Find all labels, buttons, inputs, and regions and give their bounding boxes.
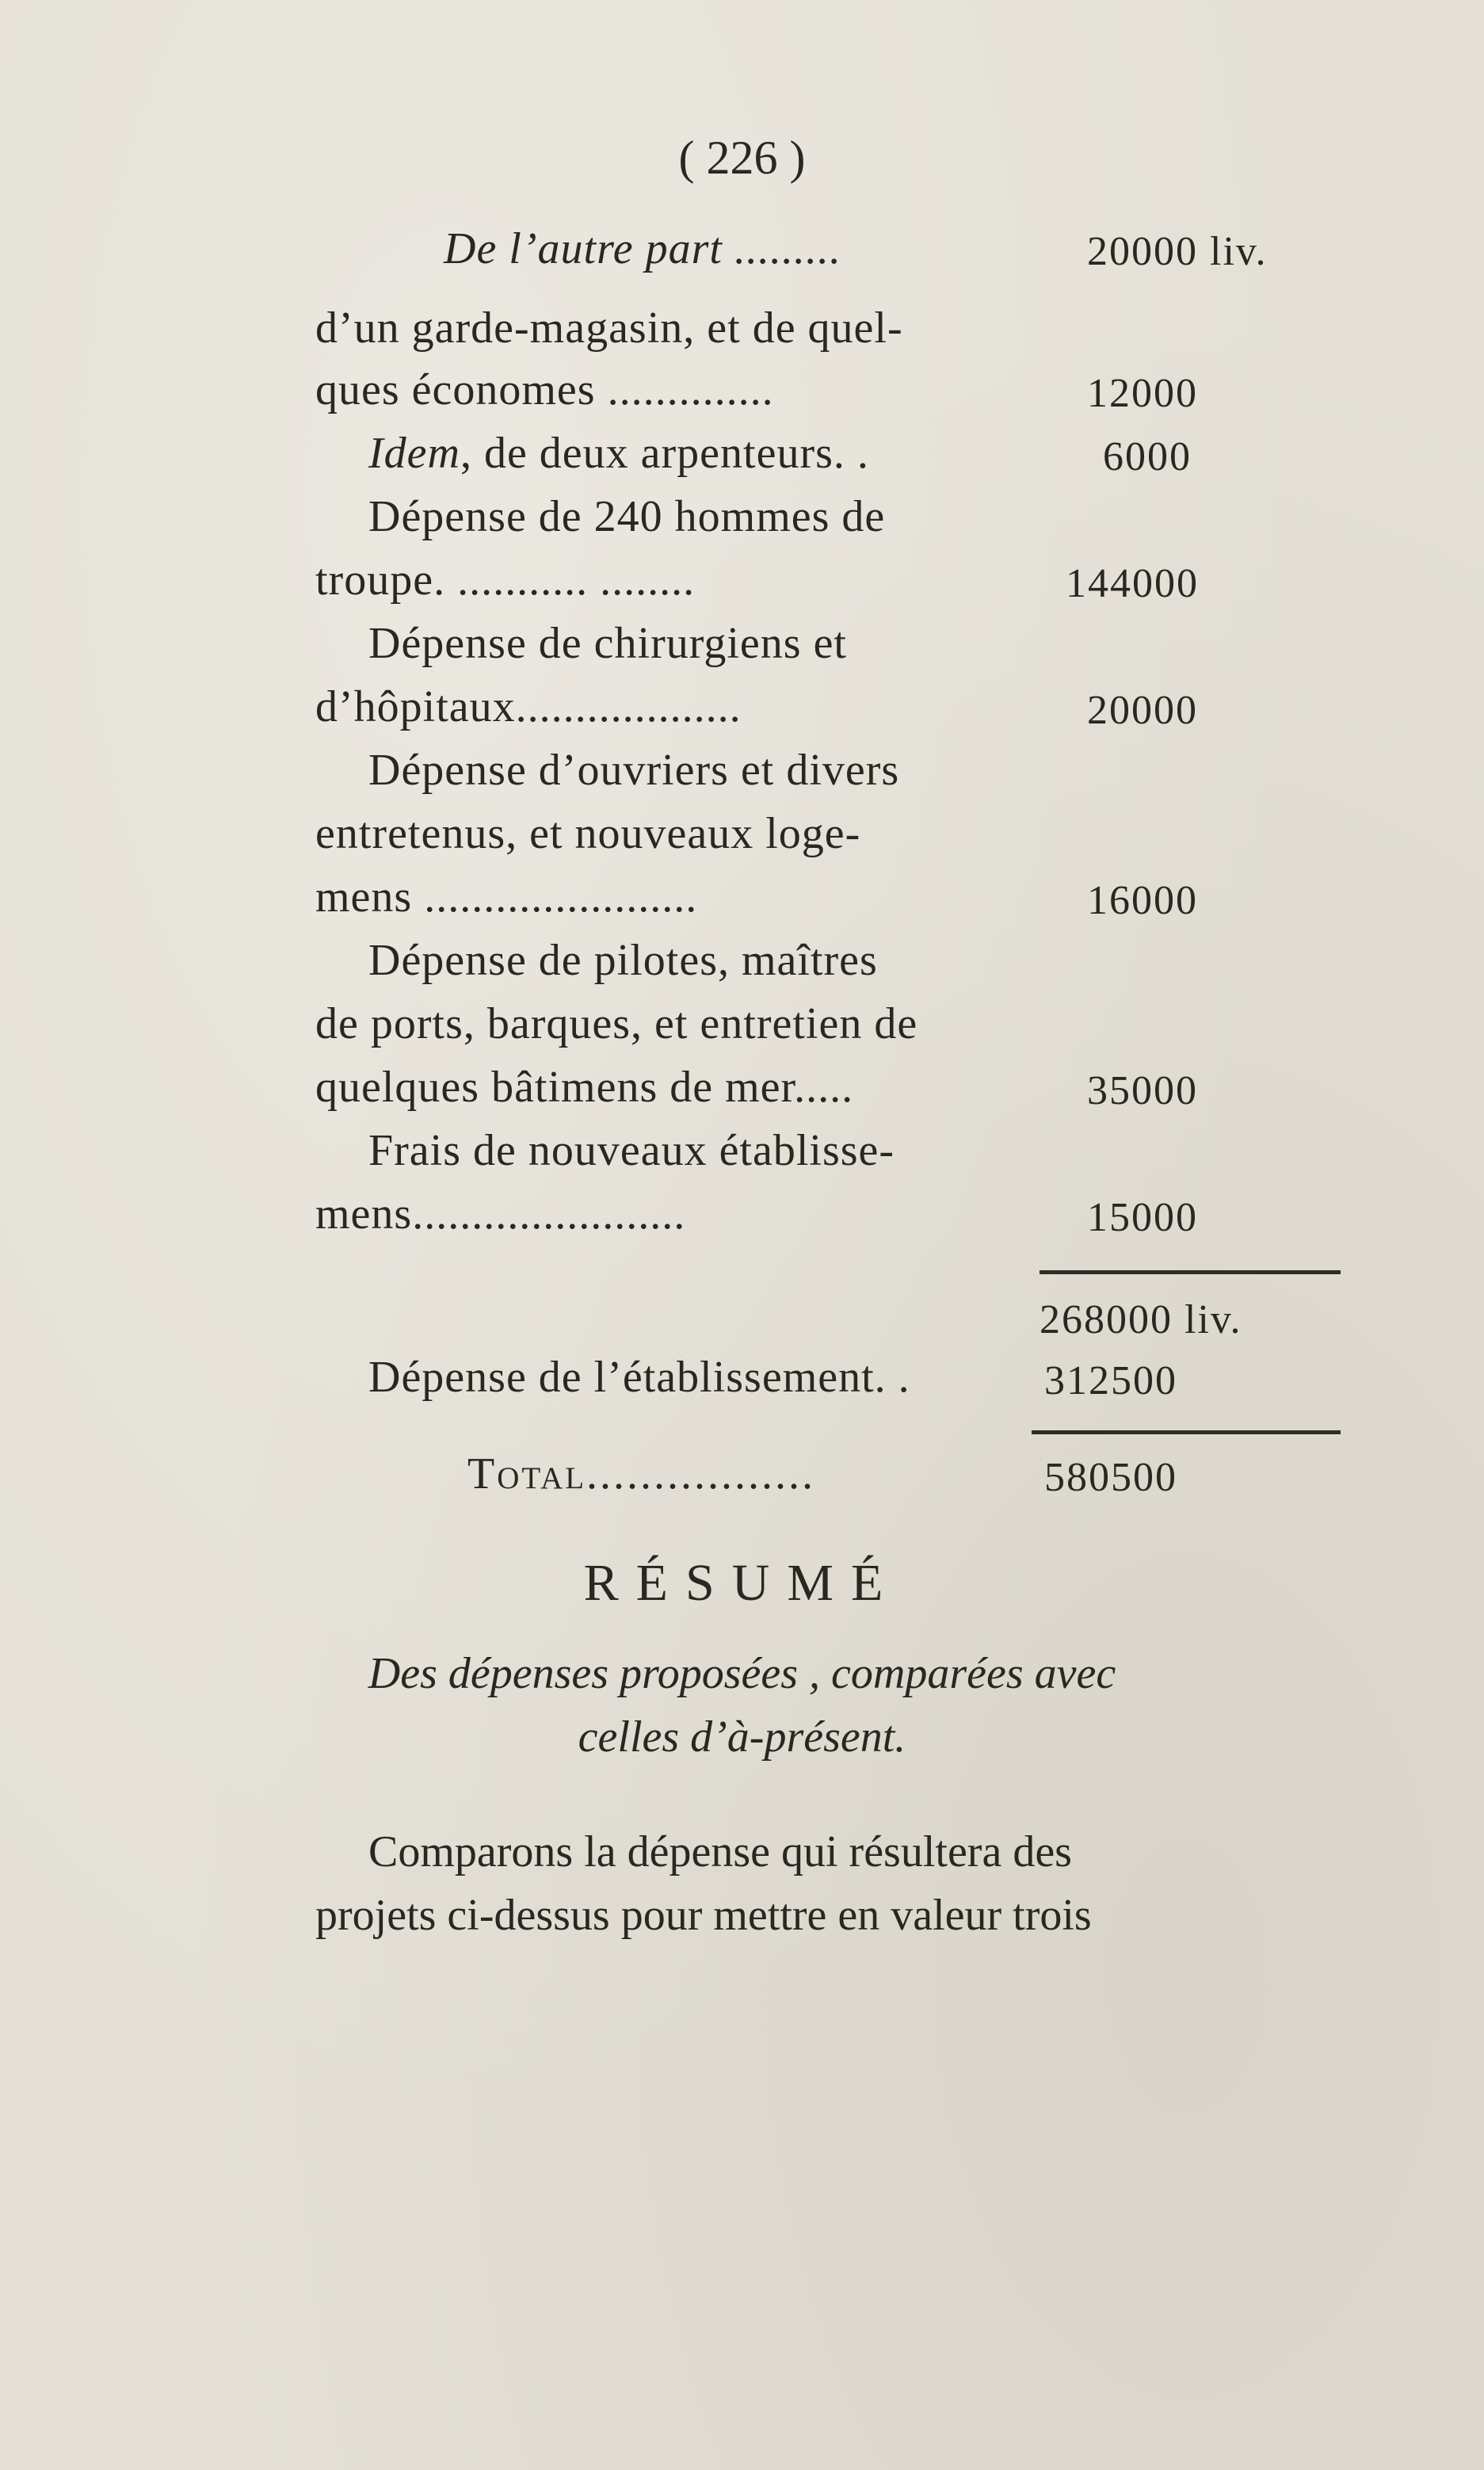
entry-amount: 6000 [1103,434,1192,479]
entry-amount: 16000 [1087,878,1198,923]
entry-line: Dépense de 240 hommes de [368,492,886,541]
page-number: ( 226 ) [678,132,806,184]
entry-line: de ports, barques, et entretien de [315,999,918,1048]
entry-amount: 20000 [1087,688,1198,733]
entry-line: d’hôpitaux................... [315,682,742,731]
entry-amount: 144000 [1066,561,1199,606]
paragraph-line: projets ci-dessus pour mettre en valeur trois [315,1891,1092,1940]
entry-amount: 15000 [1087,1195,1198,1240]
entry-line [368,428,869,479]
idem-word: Idem [368,429,460,478]
carried-forward-label: De l’autre part ......... [444,224,841,273]
entry-line: quelques bâtimens de mer..... [315,1063,854,1112]
entry-line: mens ....................... [315,872,698,922]
entry-line: d’un garde-magasin, et de quel- [315,304,903,353]
total-amount: 580500 [1044,1455,1177,1500]
establishment-label: Dépense de l’établissement. . [368,1353,910,1402]
carried-forward-amount: 20000 liv. [1087,229,1268,274]
sum-rule [1040,1270,1341,1274]
entry-amount: 35000 [1087,1068,1198,1113]
entry-line-rest: , de deux arpenteurs. . [460,429,869,478]
entry-amount: 12000 [1087,371,1198,416]
total-rule [1032,1430,1341,1434]
entry-line: mens....................... [315,1189,686,1239]
subtotal-amount: 268000 liv. [1040,1297,1242,1342]
entry-line: Dépense d’ouvriers et divers [368,746,900,795]
entry-line: Dépense de chirurgiens et [368,619,847,668]
section-subheading: Des dépenses proposées , comparées avec [368,1649,1116,1698]
section-subheading-line2: celles d’à-présent. [578,1712,906,1762]
paragraph-line: Comparons la dépense qui résultera des [368,1827,1072,1876]
entry-line: ques économes .............. [315,365,774,414]
entry-line: troupe. ........... ........ [315,555,696,605]
section-heading: RÉSUMÉ [583,1554,901,1612]
entry-line: Dépense de pilotes, maîtres [368,936,878,985]
entry-line: entretenus, et nouveaux loge- [315,809,861,858]
total-label: Total................. [467,1449,816,1498]
entry-line: Frais de nouveaux établisse- [368,1126,895,1175]
establishment-amount: 312500 [1044,1358,1177,1403]
